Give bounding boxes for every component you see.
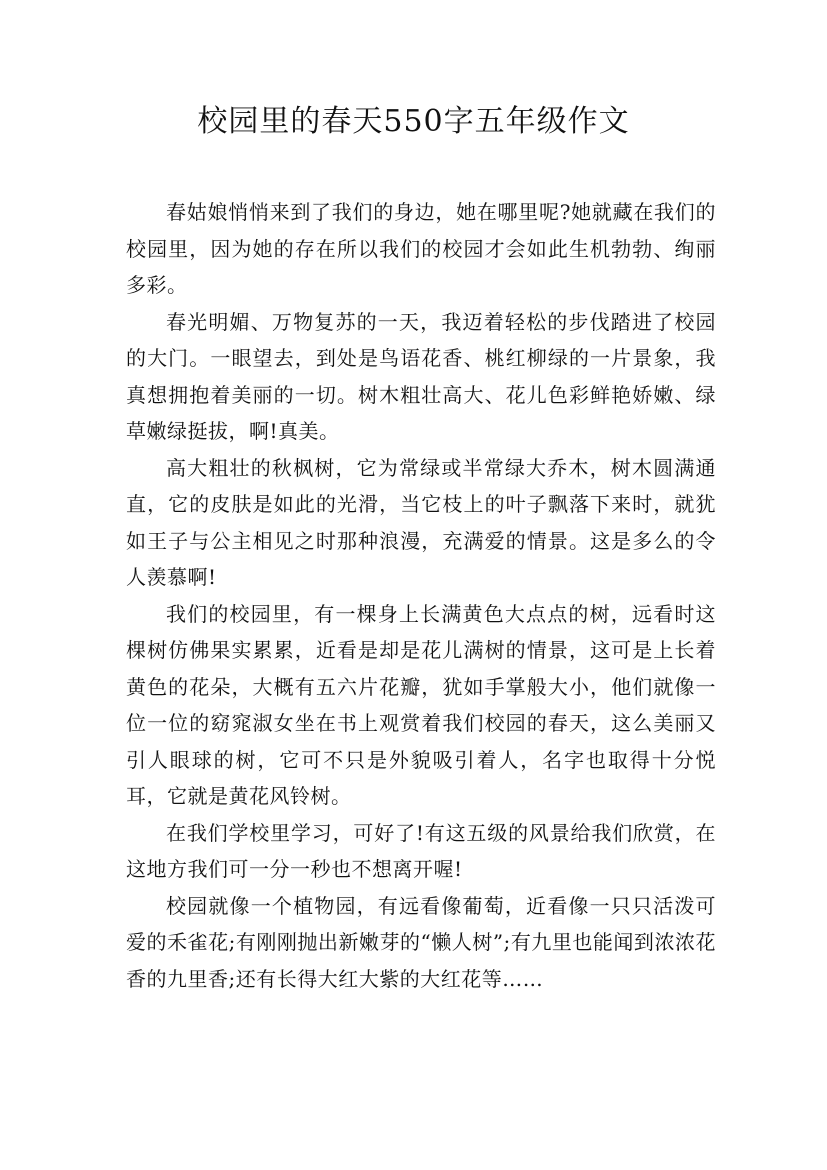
paragraph: 在我们学校里学习，可好了!有这五级的风景给我们欣赏，在这地方我们可一分一秒也不想离开喔! <box>126 820 716 881</box>
paragraph: 春光明媚、万物复苏的一天，我迈着轻松的步伐踏进了校园的大门。一眼望去，到处是鸟语花香、桃红柳绿的一片景象，我真想拥抱着美丽的一切。树木粗壮高大、花儿色彩鲜艳娇嫩、绿草嫩绿挺拔，啊!真美。 <box>126 309 716 443</box>
document-title: 校园里的春天550字五年级作文 <box>197 104 630 139</box>
paragraph: 春姑娘悄悄来到了我们的身边，她在哪里呢?她就藏在我们的校园里，因为她的存在所以我们的校园才会如此生机勃勃、绚丽多彩。 <box>126 200 716 297</box>
document-body <box>126 194 716 997</box>
paragraph: 校园就像一个植物园，有远看像葡萄，近看像一只只活泼可爱的禾雀花;有刚刚抛出新嫩芽的“懒人树”;有九里也能闻到浓浓花香的九里香;还有长得大红大紫的大红花等…… <box>126 893 716 991</box>
paragraph: 我们的校园里，有一棵身上长满黄色大点点的树，远看时这棵树仿佛果实累累，近看是却是花儿满树的情景，这可是上长着黄色的花朵，大概有五六片花瓣，犹如手掌般大小，他们就像一位一位的窈窕淑女坐在书上观赏着我们校园的春天，这么美丽又引人眼球的树，它可不只是外貌吸引着人，名字也取得十分悦耳，它就是黄花风铃树。 <box>126 601 716 808</box>
paragraph: 高大粗壮的秋枫树，它为常绿或半常绿大乔木，树木圆满通直，它的皮肤是如此的光滑，当它枝上的叶子飘落下来时，就犹如王子与公主相见之时那种浪漫，充满爱的情景。这是多么的令人羡慕啊! <box>126 455 716 589</box>
